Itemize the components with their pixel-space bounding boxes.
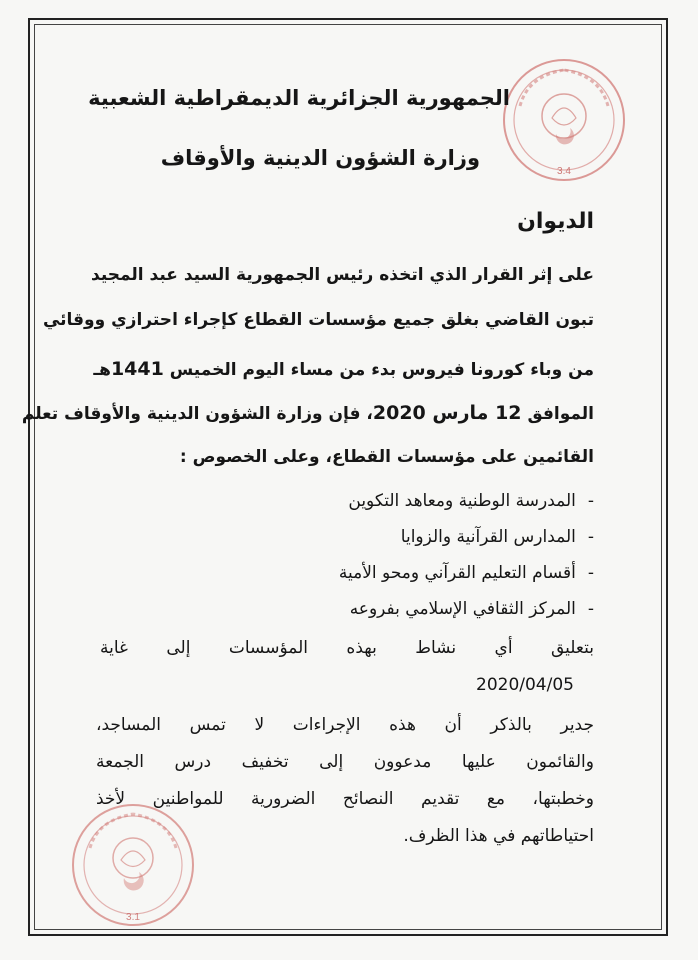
svg-text:3.1: 3.1 (126, 912, 140, 923)
suspension-date: 2020/04/05 (476, 675, 574, 695)
official-seal-bottom (68, 800, 198, 930)
svg-text:3.4: 3.4 (557, 166, 571, 177)
paragraph2-line3: وخطبتها، مع تقديم النصائح الضرورية للمواطنين لأخذ (96, 789, 594, 809)
paragraph1-line2: تبون القاضي بغلق جميع مؤسسات القطاع كإجراء احترازي ووقائي (42, 310, 594, 330)
paragraph2-line1: جدير بالذكر أن هذه الإجراءات لا تمس المساجد، (96, 715, 594, 735)
paragraph2-line4: احتياطاتهم في هذا الظرف. (403, 826, 594, 846)
ministry-title: وزارة الشؤون الدينية والأوقاف (160, 146, 480, 170)
list-item: -أقسام التعليم القرآني ومحو الأمية (338, 563, 594, 583)
paragraph1-line5: القائمين على مؤسسات القطاع، وعلى الخصوص : (179, 447, 594, 467)
republic-title: الجمهورية الجزائرية الديمقراطية الشعبية (88, 86, 510, 110)
official-seal-top (500, 56, 628, 184)
paragraph1-line3: من وباء كورونا فيروس بدء من مساء اليوم الخميس 1441هـ (93, 358, 594, 380)
paragraph1-line1: على إثر القرار الذي اتخذه رئيس الجمهورية السيد عبد المجيد (91, 265, 594, 285)
suspension-line: بتعليق أي نشاط بهذه المؤسسات إلى غاية (100, 638, 594, 658)
list-item: -المدارس القرآنية والزوايا (400, 527, 594, 547)
list-item: -المركز الثقافي الإسلامي بفروعه (349, 599, 594, 619)
paragraph1-line4: الموافق 12 مارس 2020، فإن وزارة الشؤون الدينية والأوقاف تعلم (21, 402, 594, 424)
list-item: -المدرسة الوطنية ومعاهد التكوين (348, 491, 594, 511)
office-label: الديوان (517, 209, 594, 234)
paragraph2-line2: والقائمون عليها مدعوون إلى تخفيف درس الجمعة (96, 752, 594, 772)
